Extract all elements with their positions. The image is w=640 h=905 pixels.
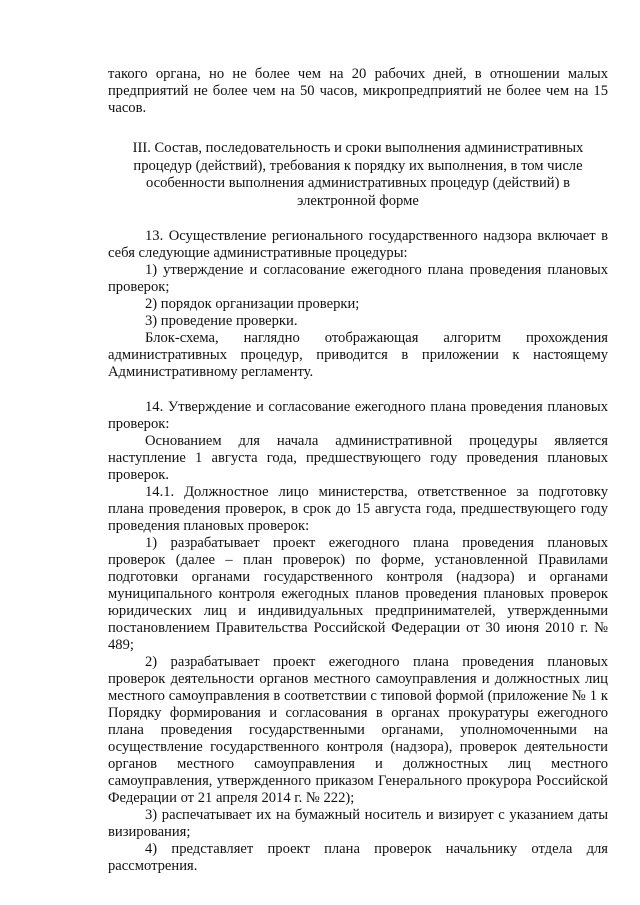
paragraph-14-basis: Основанием для начала административной процедуры является наступление 1 августа года, предшествующего году проведения плановых проверок. — [108, 433, 608, 483]
document-page — [108, 66, 608, 875]
section-heading: III. Состав, последовательность и сроки выполнения административных процедур (действий), требования к порядку их выполнения, в том числе особенности выполнения административных процедур (действий) в электронной форме — [132, 140, 584, 209]
paragraph-14: 14. Утверждение и согласование ежегодного плана проведения плановых проверок: — [108, 399, 608, 432]
paragraph-14-1-item-1: 1) разрабатывает проект ежегодного плана проведения плановых проверок (далее – план проверок) по форме, установленной Правилами подготовки органами государственного контроля (надзора) и органами муниципального контроля ежегодных планов проведения плановых проверок юридических лиц и индивидуальных предпринимателей, утвержденными постановлением Правительства Российской Федерации от 30 июня 2010 г. № 489; — [108, 535, 608, 653]
paragraph-13: 13. Осуществление регионального государственного надзора включает в себя следующие административные процедуры: — [108, 228, 608, 261]
intro-paragraph: такого органа, но не более чем на 20 рабочих дней, в отношении малых предприятий не более чем на 50 часов, микропредприятий не более чем на 15 часов. — [108, 66, 608, 116]
paragraph-13-item-2: 2) порядок организации проверки; — [145, 296, 360, 312]
paragraph-14-1: 14.1. Должностное лицо министерства, ответственное за подготовку плана проведения проверок, в срок до 15 августа года, предшествующего году проведения плановых проверок: — [108, 484, 608, 534]
paragraph-14-1-item-3: 3) распечатывает их на бумажный носитель и визирует с указанием даты визирования; — [108, 807, 608, 840]
paragraph-13-item-1: 1) утверждение и согласование ежегодного плана проведения плановых проверок; — [108, 262, 608, 295]
paragraph-14-1-item-2: 2) разрабатывает проект ежегодного плана проведения плановых проверок деятельности органов местного самоуправления и должностных лиц местного самоуправления в соответствии с типовой формой (приложение № 1 к Порядку формирования и согласования в органах прокуратуры ежегодного плана проведения государственными органами, уполномоченными на осуществление государственного контроля (надзора), проверок деятельности органов местного самоуправления и должностных лиц местного самоуправления, утвержденного приказом Генерального прокурора Российской Федерации от 21 апреля 2014 г. № 222); — [108, 654, 608, 806]
paragraph-13-item-3: 3) проведение проверки. — [145, 313, 298, 329]
paragraph-13-block-scheme: Блок-схема, наглядно отображающая алгоритм прохождения административных процедур, приводится в приложении к настоящему Административному регламенту. — [108, 330, 608, 380]
paragraph-14-1-item-4: 4) представляет проект плана проверок начальнику отдела для рассмотрения. — [108, 841, 608, 874]
